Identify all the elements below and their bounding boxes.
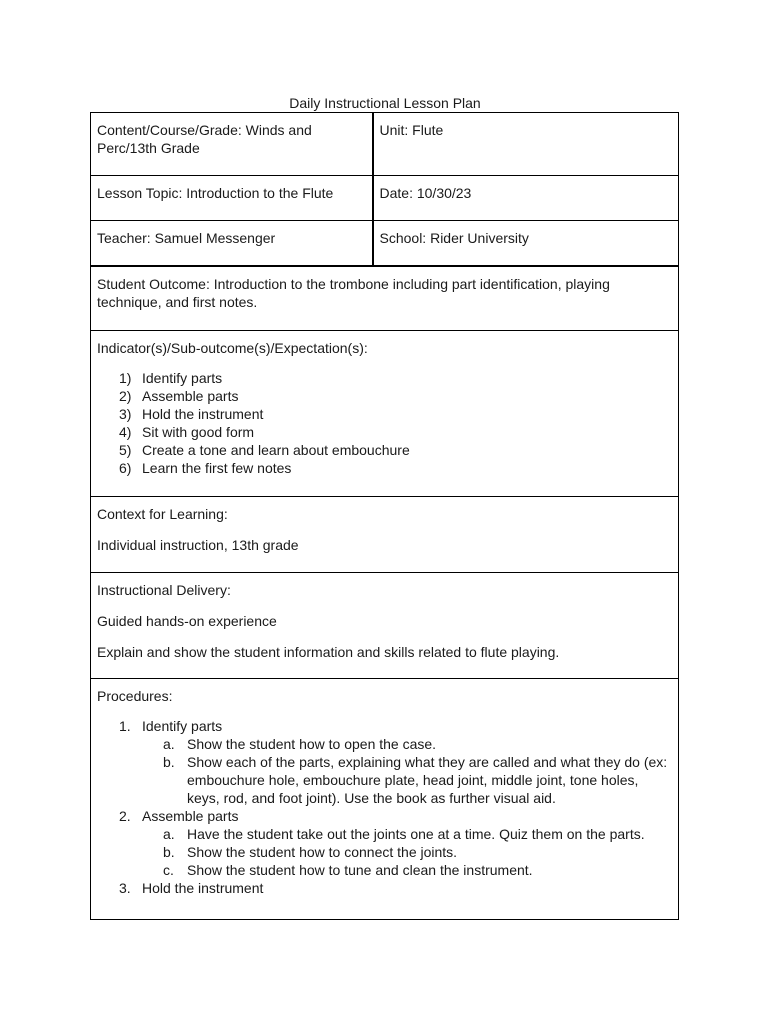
indicators-list xyxy=(97,369,672,477)
procedure-step xyxy=(97,717,672,807)
procedures-list xyxy=(97,717,672,897)
list-marker: 6) xyxy=(119,460,132,476)
step-marker: 1. xyxy=(119,718,131,734)
document-title: Daily Instructional Lesson Plan xyxy=(289,95,481,111)
sub-step-list xyxy=(142,825,672,879)
list-item-text: Create a tone and learn about embouchure xyxy=(142,442,410,458)
student-outcome-section xyxy=(90,267,679,331)
list-item xyxy=(97,369,672,387)
sub-step-marker: c. xyxy=(163,862,174,878)
context-heading: Context for Learning: xyxy=(97,506,228,522)
list-marker: 4) xyxy=(119,424,132,440)
sub-step xyxy=(142,843,672,861)
context-text: Individual instruction, 13th grade xyxy=(97,537,299,553)
sub-step xyxy=(142,861,672,879)
sub-step-list xyxy=(142,735,672,807)
step-marker: 3. xyxy=(119,880,131,896)
sub-step xyxy=(142,735,672,753)
sub-step-text: Show each of the parts, explaining what they are called and what they do (ex: embouchure hole, embouchure plate, head joint, middle joint, tone holes, keys, rod, and foot joint). Use the book as further visual aid. xyxy=(187,754,668,806)
list-item xyxy=(97,405,672,423)
header-row-course xyxy=(91,113,679,176)
procedure-step xyxy=(97,807,672,879)
step-marker: 2. xyxy=(119,808,131,824)
sub-step-text: Show the student how to tune and clean the instrument. xyxy=(187,862,533,878)
delivery-line-2: Explain and show the student information and skills related to flute playing. xyxy=(97,644,560,660)
list-marker: 2) xyxy=(119,388,132,404)
list-item xyxy=(97,387,672,405)
sub-step-marker: b. xyxy=(163,844,175,860)
indicators-heading: Indicator(s)/Sub-outcome(s)/Expectation(s): xyxy=(97,340,368,356)
sub-step-marker: a. xyxy=(163,736,175,752)
sub-step-marker: b. xyxy=(163,754,175,770)
sub-step-text: Show the student how to connect the joints. xyxy=(187,844,458,860)
lesson-header-table xyxy=(90,112,679,267)
procedures-section xyxy=(90,679,679,920)
header-row-teacher xyxy=(91,221,679,266)
sub-step xyxy=(142,825,672,843)
list-marker: 3) xyxy=(119,406,132,422)
step-text: Identify parts xyxy=(142,718,223,734)
procedure-step xyxy=(97,879,672,897)
context-section xyxy=(90,497,679,573)
list-item-text: Assemble parts xyxy=(142,388,239,404)
list-item-text: Hold the instrument xyxy=(142,406,264,422)
sub-step-text: Show the student how to open the case. xyxy=(187,736,437,752)
list-item-text: Sit with good form xyxy=(142,424,255,440)
list-item xyxy=(97,423,672,441)
unit-cell: Unit: Flute xyxy=(373,113,679,176)
list-item-text: Learn the first few notes xyxy=(142,460,292,476)
course-cell: Content/Course/Grade: Winds and Perc/13th Grade xyxy=(91,113,373,176)
list-item xyxy=(97,459,672,477)
list-item xyxy=(97,441,672,459)
topic-cell: Lesson Topic: Introduction to the Flute xyxy=(91,176,373,221)
step-text: Assemble parts xyxy=(142,808,239,824)
sub-step xyxy=(142,753,672,807)
sub-step-text: Have the student take out the joints one at a time. Quiz them on the parts. xyxy=(187,826,645,842)
sub-step-marker: a. xyxy=(163,826,175,842)
delivery-line-1: Guided hands-on experience xyxy=(97,613,277,629)
list-marker: 1) xyxy=(119,370,132,386)
date-cell: Date: 10/30/23 xyxy=(373,176,679,221)
student-outcome-text: Student Outcome: Introduction to the trombone including part identification, playing technique, and first notes. xyxy=(97,276,610,310)
teacher-cell: Teacher: Samuel Messenger xyxy=(91,221,373,266)
list-item-text: Identify parts xyxy=(142,370,223,386)
header-row-topic xyxy=(91,176,679,221)
school-cell: School: Rider University xyxy=(373,221,679,266)
indicators-section xyxy=(90,331,679,497)
list-marker: 5) xyxy=(119,442,132,458)
procedures-heading: Procedures: xyxy=(97,688,173,704)
step-text: Hold the instrument xyxy=(142,880,264,896)
delivery-section xyxy=(90,573,679,679)
delivery-heading: Instructional Delivery: xyxy=(97,582,231,598)
